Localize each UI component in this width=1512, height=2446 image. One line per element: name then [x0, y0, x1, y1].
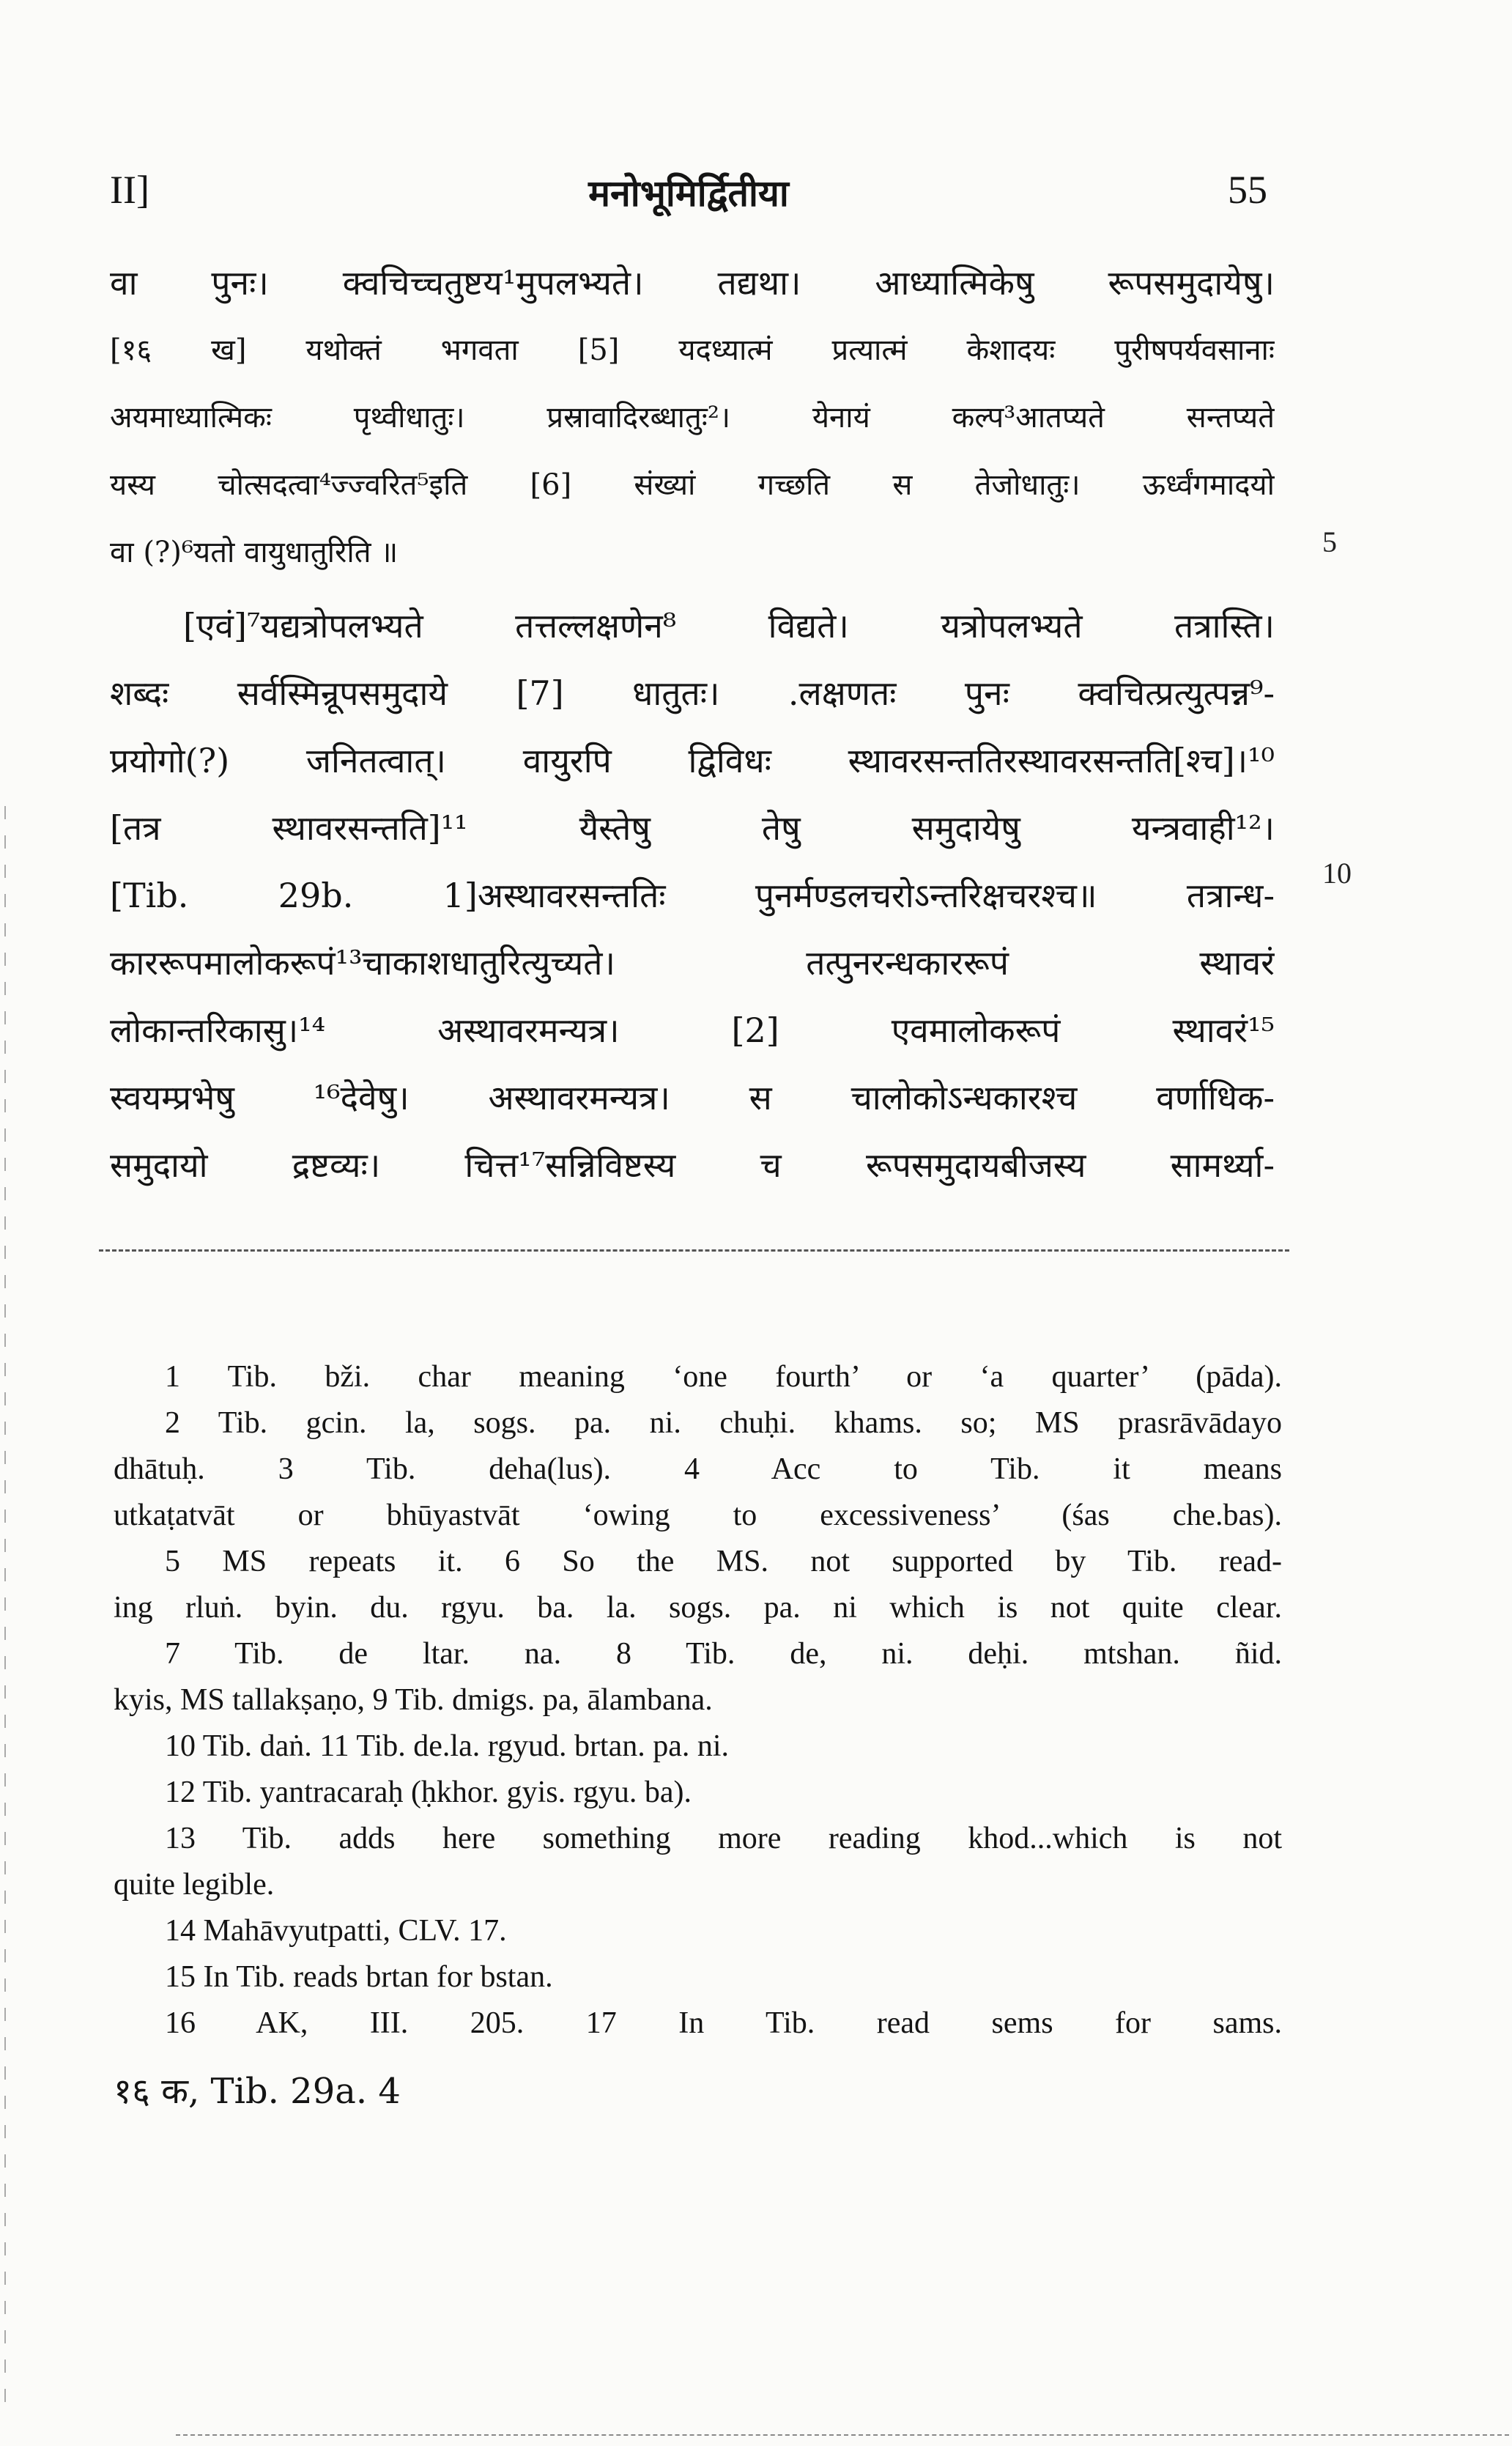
- main-text: [110, 249, 1275, 1199]
- text-line: शब्दः सर्वस्मिन्रूपसमुदाये [7] धातुतः। .लक्षणतः पुनः क्वचित्प्रत्युत्पन्न⁹-: [110, 673, 1275, 713]
- text-line: वा (?)⁶यतो वायुधातुरिति ॥: [110, 536, 399, 569]
- text-line: [१६ ख] यथोक्तं भगवता [5] यदध्यात्मं प्रत्यात्मं केशादयः पुरीषपर्यवसानाः: [110, 333, 1275, 367]
- footnote-divider: [99, 1249, 1289, 1252]
- running-title: मनोभूमिर्द्वितीया: [588, 171, 789, 215]
- text-line: स्वयम्प्रभेषु ¹⁶देवेषु। अस्थावरमन्यत्र। स चालोकोऽन्धकारश्च वर्णाधिक-: [110, 1078, 1275, 1117]
- scan-edge-mark: [4, 806, 6, 2418]
- line-number-5: 5: [1322, 525, 1337, 558]
- footnote-line: dhātuḥ. 3 Tib. deha(lus). 4 Acc to Tib. it means: [114, 1452, 1282, 1486]
- folio-marker: II]: [110, 168, 149, 212]
- text-line: समुदायो द्रष्टव्यः। चित्त¹⁷सन्निविष्टस्य च रूपसमुदायबीजस्य सामर्थ्या-: [110, 1145, 1275, 1185]
- text-line: काररूपमालोकरूपं¹³चाकाशधातुरित्युच्यते। तत्पुनरन्धकाररूपं स्थावरं: [110, 943, 1275, 983]
- footnote-line: 10 Tib. daṅ. 11 Tib. de.la. rgyud. brtan. pa. ni.: [165, 1729, 730, 1763]
- footnote-line: kyis, MS tallakṣaṇo, 9 Tib. dmigs. pa, ālambana.: [114, 1683, 713, 1717]
- text-line: वा पुनः। क्वचिच्चतुष्टय¹मुपलभ्यते। तद्यथा। आध्यात्मिकेषु रूपसमुदायेषु।: [110, 263, 1275, 303]
- scan-bottom-line: [176, 2434, 1509, 2436]
- text-line: [Tib. 29b. 1]अस्थावरसन्ततिः पुनर्मण्डलचरोऽन्तरिक्षचरश्च॥ तत्रान्ध-: [110, 876, 1275, 915]
- paragraph-1: [110, 249, 1275, 586]
- manuscript-reference: १६ क, Tib. 29a. 4: [114, 2071, 401, 2112]
- page-number: 55: [1228, 168, 1267, 212]
- footnote-line: ing rluṅ. byin. du. rgyu. ba. la. sogs. pa. ni which is not quite clear.: [114, 1591, 1282, 1625]
- text-line: [तत्र स्थावरसन्तति]¹¹ यैस्तेषु तेषु समुदायेषु यन्त्रवाही¹²।: [110, 808, 1275, 848]
- text-line: यस्य चोत्सदत्वा⁴ज्ज्वरित⁵इति [6] संख्यां गच्छति स तेजोधातुः। ऊर्ध्वंगमादयो: [110, 468, 1275, 502]
- footnote-line: 5 MS repeats it. 6 So the MS. not supported by Tib. read-: [165, 1545, 1282, 1578]
- footnotes: [114, 1354, 1282, 2047]
- footnote-line: 2 Tib. gcin. la, sogs. pa. ni. chuḥi. khams. so; MS prasrāvādayo: [165, 1406, 1282, 1440]
- footnote-line: 15 In Tib. reads brtan for bstan.: [165, 1960, 553, 1994]
- line-number-10: 10: [1322, 857, 1352, 890]
- paragraph-2: [110, 592, 1275, 1199]
- text-line: [एवं]⁷यद्यत्रोपलभ्यते तत्तल्लक्षणेन⁸ विद्यते। यत्रोपलभ्यते तत्रास्ति।: [183, 606, 1275, 646]
- footnote-line: 13 Tib. adds here something more reading khod...which is not: [165, 1822, 1282, 1855]
- footnote-line: 16 AK, III. 205. 17 In Tib. read sems for sams.: [165, 2006, 1282, 2040]
- text-line: प्रयोगो(?) जनितत्वात्। वायुरपि द्विविधः स्थावरसन्ततिरस्थावरसन्तति[श्च]।¹⁰: [110, 741, 1275, 780]
- footnote-line: utkaṭatvāt or bhūyastvāt ‘owing to excessiveness’ (śas che.bas).: [114, 1499, 1282, 1532]
- footnote-line: 14 Mahāvyutpatti, CLV. 17.: [165, 1914, 507, 1948]
- page-header: [110, 167, 1267, 226]
- footnote-line: quite legible.: [114, 1868, 275, 1902]
- footnote-line: 1 Tib. bži. char meaning ‘one fourth’ or ‘a quarter’ (pāda).: [165, 1360, 1282, 1394]
- footnote-line: 7 Tib. de ltar. na. 8 Tib. de, ni. deḥi. mtshan. ñid.: [165, 1637, 1282, 1671]
- footnote-line: 12 Tib. yantracaraḥ (ḥkhor. gyis. rgyu. ba).: [165, 1776, 692, 1809]
- text-line: अयमाध्यात्मिकः पृथ्वीधातुः। प्रस्रावादिरब्धातुः²। येनायं कल्प³आतप्यते सन्तप्यते: [110, 401, 1275, 435]
- text-line: लोकान्तरिकासु।¹⁴ अस्थावरमन्यत्र। [2] एवमालोकरूपं स्थावरं¹⁵: [110, 1010, 1275, 1050]
